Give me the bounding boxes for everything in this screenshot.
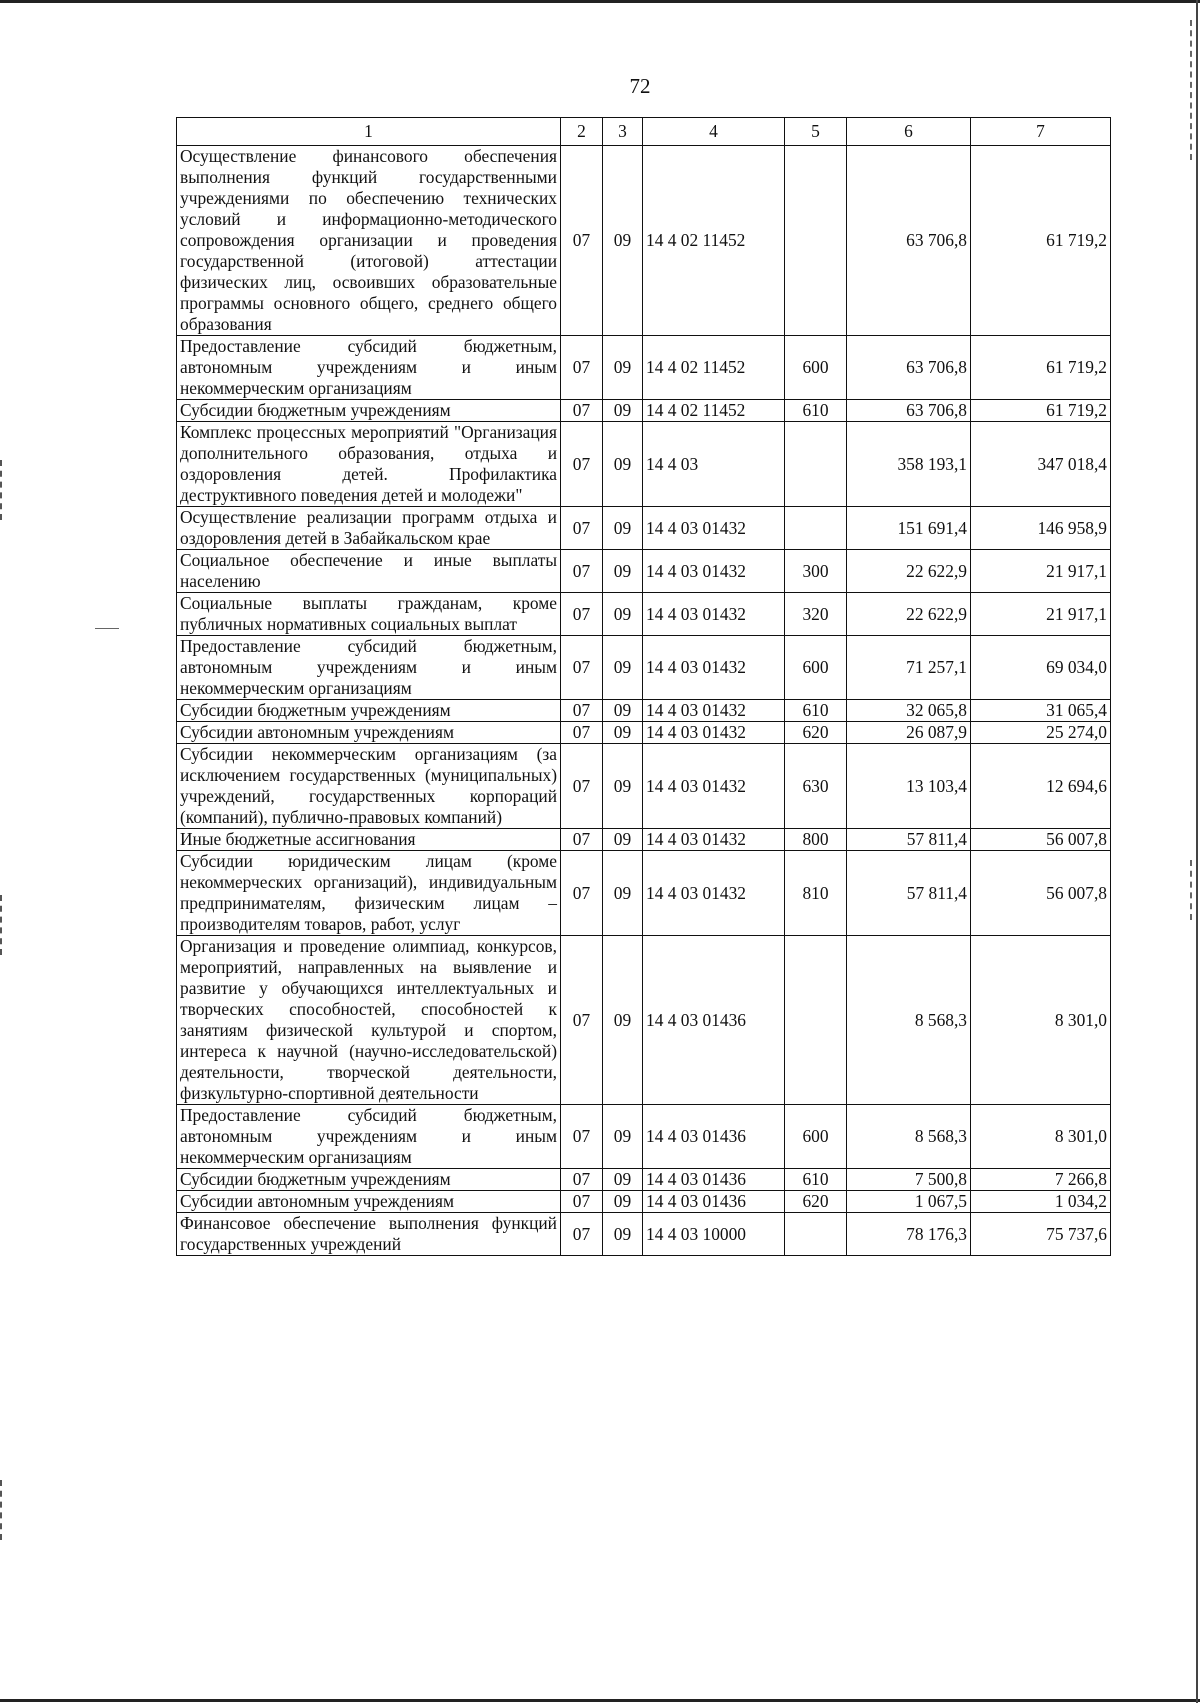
subsection-code-cell: 09: [603, 550, 643, 593]
target-article-cell: 14 4 03 01432: [643, 550, 785, 593]
subsection-code-cell: 09: [603, 507, 643, 550]
row-name-cell: Субсидии юридическим лицам (кроме некоммерческих организаций), индивидуальным предпринимателям, физическим лицам – производителям товаров, работ, услуг: [177, 851, 561, 936]
subsection-code-cell: 09: [603, 1105, 643, 1169]
amount-year-1-cell: 63 706,8: [847, 146, 971, 336]
table-row: [177, 336, 1111, 400]
amount-year-1-cell: 63 706,8: [847, 400, 971, 422]
subsection-code-cell: 09: [603, 1213, 643, 1256]
amount-year-2-cell: 56 007,8: [971, 829, 1111, 851]
amount-year-2-cell: 25 274,0: [971, 722, 1111, 744]
target-article-cell: 14 4 02 11452: [643, 336, 785, 400]
amount-year-2-cell: 8 301,0: [971, 936, 1111, 1105]
amount-year-2-cell: 347 018,4: [971, 422, 1111, 507]
expense-type-cell: 600: [785, 336, 847, 400]
amount-year-1-cell: 13 103,4: [847, 744, 971, 829]
table-row: [177, 550, 1111, 593]
column-header: 3: [603, 118, 643, 146]
amount-year-1-cell: 32 065,8: [847, 700, 971, 722]
table-row: [177, 1213, 1111, 1256]
amount-year-2-cell: 61 719,2: [971, 336, 1111, 400]
amount-year-1-cell: 71 257,1: [847, 636, 971, 700]
subsection-code-cell: 09: [603, 146, 643, 336]
section-code-cell: 07: [561, 422, 603, 507]
expense-type-cell: 610: [785, 1169, 847, 1191]
section-code-cell: 07: [561, 336, 603, 400]
section-code-cell: 07: [561, 507, 603, 550]
table-row: [177, 593, 1111, 636]
expense-type-cell: 300: [785, 550, 847, 593]
expense-type-cell: [785, 146, 847, 336]
target-article-cell: 14 4 02 11452: [643, 400, 785, 422]
scan-dash-mark: [0, 1480, 4, 1540]
expense-type-cell: 810: [785, 851, 847, 936]
expense-type-cell: 800: [785, 829, 847, 851]
target-article-cell: 14 4 03 01436: [643, 936, 785, 1105]
expense-type-cell: 320: [785, 593, 847, 636]
table-row: [177, 1191, 1111, 1213]
column-header: 1: [177, 118, 561, 146]
amount-year-1-cell: 57 811,4: [847, 829, 971, 851]
amount-year-1-cell: 22 622,9: [847, 550, 971, 593]
scan-dash-mark: [0, 460, 4, 520]
table-row: [177, 507, 1111, 550]
amount-year-2-cell: 61 719,2: [971, 400, 1111, 422]
amount-year-2-cell: 69 034,0: [971, 636, 1111, 700]
table-row: [177, 829, 1111, 851]
amount-year-2-cell: 56 007,8: [971, 851, 1111, 936]
subsection-code-cell: 09: [603, 1191, 643, 1213]
scan-top-border: [0, 0, 1200, 3]
subsection-code-cell: 09: [603, 593, 643, 636]
subsection-code-cell: 09: [603, 700, 643, 722]
target-article-cell: 14 4 03 01432: [643, 507, 785, 550]
amount-year-1-cell: 358 193,1: [847, 422, 971, 507]
expense-type-cell: 620: [785, 722, 847, 744]
row-name-cell: Организация и проведение олимпиад, конкурсов, мероприятий, направленных на выявление и развитие у обучающихся интеллектуальных и творческих способностей, способностей к занятиям физической культурой и спортом, интереса к научной (научно-исследовательской) деятельности, творческой деятельности, физкультурно-спортивной деятельности: [177, 936, 561, 1105]
section-code-cell: 07: [561, 1213, 603, 1256]
expense-type-cell: 630: [785, 744, 847, 829]
amount-year-1-cell: 8 568,3: [847, 936, 971, 1105]
subsection-code-cell: 09: [603, 422, 643, 507]
amount-year-2-cell: 1 034,2: [971, 1191, 1111, 1213]
target-article-cell: 14 4 02 11452: [643, 146, 785, 336]
row-name-cell: Субсидии некоммерческим организациям (за исключением государственных (муниципальных) учреждений, государственных корпораций (компаний), публично-правовых компаний): [177, 744, 561, 829]
subsection-code-cell: 09: [603, 829, 643, 851]
target-article-cell: 14 4 03 01432: [643, 700, 785, 722]
amount-year-2-cell: 7 266,8: [971, 1169, 1111, 1191]
row-name-cell: Субсидии бюджетным учреждениям: [177, 700, 561, 722]
target-article-cell: 14 4 03 01432: [643, 593, 785, 636]
target-article-cell: 14 4 03 01436: [643, 1169, 785, 1191]
expense-type-cell: 600: [785, 636, 847, 700]
table-row: [177, 936, 1111, 1105]
table-body: [177, 146, 1111, 1256]
section-code-cell: 07: [561, 636, 603, 700]
table-row: [177, 636, 1111, 700]
amount-year-2-cell: 75 737,6: [971, 1213, 1111, 1256]
row-name-cell: Предоставление субсидий бюджетным, автономным учреждениям и иным некоммерческим организациям: [177, 1105, 561, 1169]
amount-year-1-cell: 1 067,5: [847, 1191, 971, 1213]
subsection-code-cell: 09: [603, 1169, 643, 1191]
column-header: 4: [643, 118, 785, 146]
amount-year-2-cell: 12 694,6: [971, 744, 1111, 829]
section-code-cell: 07: [561, 593, 603, 636]
expense-type-cell: [785, 1213, 847, 1256]
scan-dash-mark: [1190, 860, 1194, 920]
section-code-cell: 07: [561, 550, 603, 593]
table-row: [177, 1169, 1111, 1191]
row-name-cell: Социальное обеспечение и иные выплаты населению: [177, 550, 561, 593]
section-code-cell: 07: [561, 744, 603, 829]
scan-bottom-border: [0, 1699, 1200, 1702]
column-header: 7: [971, 118, 1111, 146]
amount-year-2-cell: 31 065,4: [971, 700, 1111, 722]
section-code-cell: 07: [561, 700, 603, 722]
amount-year-2-cell: 8 301,0: [971, 1105, 1111, 1169]
section-code-cell: 07: [561, 146, 603, 336]
row-name-cell: Финансовое обеспечение выполнения функций государственных учреждений: [177, 1213, 561, 1256]
target-article-cell: 14 4 03 01432: [643, 722, 785, 744]
table-row: [177, 851, 1111, 936]
row-name-cell: Осуществление финансового обеспечения выполнения функций государственными учреждениями по обеспечению технических условий и информационно-методического сопровождения организации и проведения государственной (итоговой) аттестации физических лиц, освоивших образовательные программы основного общего, среднего общего образования: [177, 146, 561, 336]
table-row: [177, 700, 1111, 722]
expense-type-cell: [785, 422, 847, 507]
amount-year-1-cell: 22 622,9: [847, 593, 971, 636]
expense-type-cell: [785, 507, 847, 550]
table-row: [177, 744, 1111, 829]
subsection-code-cell: 09: [603, 936, 643, 1105]
section-code-cell: 07: [561, 829, 603, 851]
column-header: 5: [785, 118, 847, 146]
expense-type-cell: [785, 936, 847, 1105]
table-header: [177, 118, 1111, 146]
row-name-cell: Комплекс процессных мероприятий "Организация дополнительного образования, отдыха и оздоровления детей. Профилактика деструктивного поведения детей и молодежи": [177, 422, 561, 507]
row-name-cell: Предоставление субсидий бюджетным, автономным учреждениям и иным некоммерческим организациям: [177, 636, 561, 700]
subsection-code-cell: 09: [603, 744, 643, 829]
amount-year-1-cell: 63 706,8: [847, 336, 971, 400]
amount-year-2-cell: 146 958,9: [971, 507, 1111, 550]
target-article-cell: 14 4 03 01432: [643, 744, 785, 829]
amount-year-1-cell: 26 087,9: [847, 722, 971, 744]
subsection-code-cell: 09: [603, 636, 643, 700]
target-article-cell: 14 4 03: [643, 422, 785, 507]
table-row: [177, 146, 1111, 336]
amount-year-1-cell: 78 176,3: [847, 1213, 971, 1256]
section-code-cell: 07: [561, 1169, 603, 1191]
amount-year-1-cell: 7 500,8: [847, 1169, 971, 1191]
scan-dash-mark: [0, 895, 4, 955]
subsection-code-cell: 09: [603, 400, 643, 422]
section-code-cell: 07: [561, 936, 603, 1105]
section-code-cell: 07: [561, 400, 603, 422]
row-name-cell: Субсидии бюджетным учреждениям: [177, 1169, 561, 1191]
target-article-cell: 14 4 03 01436: [643, 1105, 785, 1169]
section-code-cell: 07: [561, 1105, 603, 1169]
subsection-code-cell: 09: [603, 851, 643, 936]
budget-table: [176, 117, 1111, 1256]
row-name-cell: Осуществление реализации программ отдыха и оздоровления детей в Забайкальском крае: [177, 507, 561, 550]
section-code-cell: 07: [561, 1191, 603, 1213]
subsection-code-cell: 09: [603, 722, 643, 744]
header-row: [177, 118, 1111, 146]
table-row: [177, 422, 1111, 507]
expense-type-cell: 610: [785, 400, 847, 422]
row-name-cell: Субсидии бюджетным учреждениям: [177, 400, 561, 422]
amount-year-2-cell: 61 719,2: [971, 146, 1111, 336]
row-name-cell: Предоставление субсидий бюджетным, автономным учреждениям и иным некоммерческим организациям: [177, 336, 561, 400]
column-header: 2: [561, 118, 603, 146]
amount-year-2-cell: 21 917,1: [971, 593, 1111, 636]
scan-mark: [95, 628, 119, 629]
section-code-cell: 07: [561, 722, 603, 744]
subsection-code-cell: 09: [603, 336, 643, 400]
column-header: 6: [847, 118, 971, 146]
row-name-cell: Субсидии автономным учреждениям: [177, 1191, 561, 1213]
expense-type-cell: 620: [785, 1191, 847, 1213]
table-row: [177, 400, 1111, 422]
target-article-cell: 14 4 03 01432: [643, 829, 785, 851]
target-article-cell: 14 4 03 01436: [643, 1191, 785, 1213]
amount-year-1-cell: 57 811,4: [847, 851, 971, 936]
section-code-cell: 07: [561, 851, 603, 936]
row-name-cell: Иные бюджетные ассигнования: [177, 829, 561, 851]
table-row: [177, 722, 1111, 744]
amount-year-2-cell: 21 917,1: [971, 550, 1111, 593]
scan-right-border: [1196, 0, 1198, 1703]
target-article-cell: 14 4 03 01432: [643, 636, 785, 700]
expense-type-cell: 610: [785, 700, 847, 722]
amount-year-1-cell: 8 568,3: [847, 1105, 971, 1169]
target-article-cell: 14 4 03 01432: [643, 851, 785, 936]
row-name-cell: Субсидии автономным учреждениям: [177, 722, 561, 744]
row-name-cell: Социальные выплаты гражданам, кроме публичных нормативных социальных выплат: [177, 593, 561, 636]
table-row: [177, 1105, 1111, 1169]
expense-type-cell: 600: [785, 1105, 847, 1169]
amount-year-1-cell: 151 691,4: [847, 507, 971, 550]
target-article-cell: 14 4 03 10000: [643, 1213, 785, 1256]
page-number: 72: [629, 74, 651, 98]
